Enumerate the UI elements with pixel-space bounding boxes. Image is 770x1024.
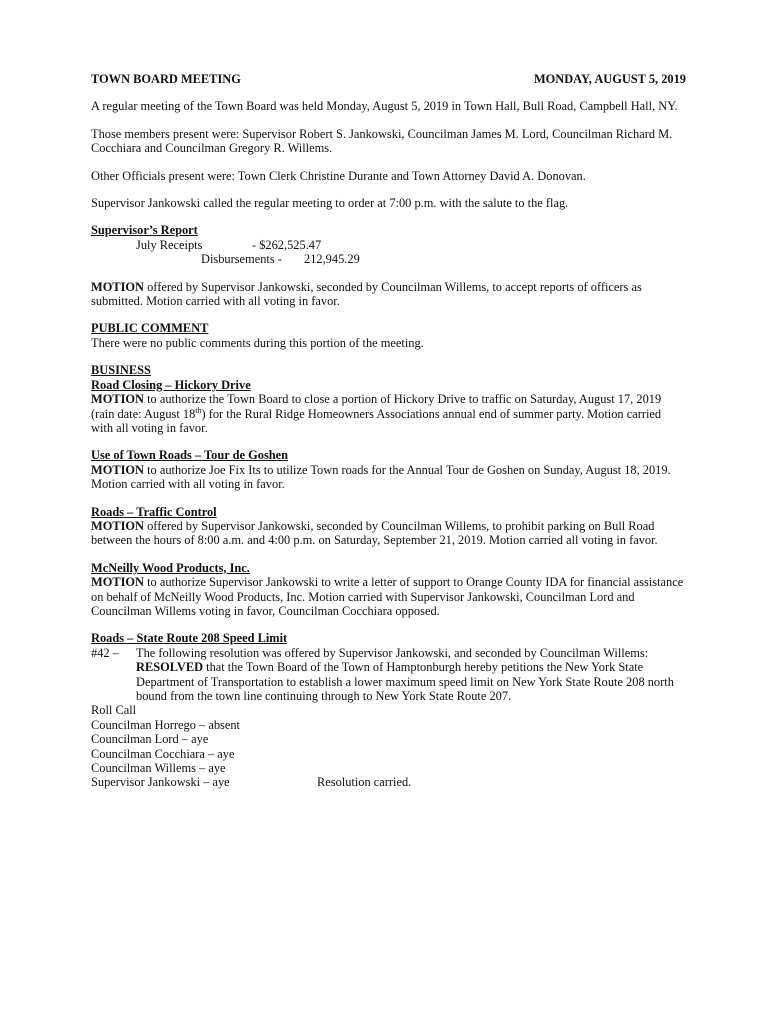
roll-call-line: Councilman Lord – aye [91,732,209,747]
motion-label: MOTION [91,575,145,590]
receipts-value: - $262,525.47 [252,237,322,252]
motion-label: MOTION [91,462,145,477]
resolution-result: Resolution carried. [317,775,412,790]
resolution-42 [91,646,686,704]
hickory-text-a: to authorize the Town Board to close a portion of Hickory Drive to traffic on Saturday, August 17, 2019 (rain date: August 18 [91,392,662,421]
public-comment-text: There were no public comments during this portion of the meeting. [91,335,424,350]
meeting-title: TOWN BOARD MEETING [91,72,241,86]
business-heading: BUSINESS [91,363,151,378]
resolution-number: #42 – [91,645,119,660]
public-comment-heading: PUBLIC COMMENT [91,321,209,336]
speed-limit-heading: Roads – State Route 208 Speed Limit [91,631,288,646]
roll-call-line: Councilman Cocchiara – aye [91,746,235,761]
roll-call-heading: Roll Call [91,703,137,718]
disbursements-label: Disbursements - [201,252,282,267]
call-to-order-paragraph: Supervisor Jankowski called the regular meeting to order at 7:00 p.m. with the salute to the flag. [91,196,569,211]
traffic-item [91,505,686,548]
business-section [91,363,686,703]
mcneilly-item [91,561,686,619]
minutes-body [91,72,686,790]
traffic-text [91,519,686,548]
resolution-resolved [136,660,686,703]
goshen-text-body: to authorize Joe Fix Its to utilize Town roads for the Annual Tour de Goshen on Sunday, August 18, 2019. Motion carried with all voting in favor. [91,462,671,492]
supervisor-report-heading: Supervisor’s Report [91,223,198,238]
hickory-item [91,378,686,436]
disbursements-row [91,252,686,266]
traffic-heading: Roads – Traffic Control [91,504,217,519]
mcneilly-text-body: to authorize Supervisor Jankowski to write a letter of support to Orange County IDA for financial assistance on behalf of McNeilly Wood Products, Inc. Motion carried with Supervisor Jankowski, Councilman Lord and Councilman Willems voting in favor, Councilman Cocchiara opposed. [91,575,684,618]
roll-call-line: Supervisor Jankowski – aye [91,775,230,790]
officials-paragraph: Other Officials present were: Town Clerk Christine Durante and Town Attorney David A. Donovan. [91,168,586,183]
speed-limit-item [91,631,686,703]
mcneilly-text [91,575,686,618]
supervisor-report-section [91,223,686,266]
resolved-label: RESOLVED [136,660,204,675]
resolution-body [136,646,686,704]
traffic-text-body: offered by Supervisor Jankowski, seconded by Councilman Willems, to prohibit parking on Bull Road between the hours of 8:00 a.m. and 4:00 p.m. on Saturday, September 21, 2019. Motion carried all voting in favor. [91,518,658,548]
roll-call-final-row [91,775,686,789]
resolved-text: that the Town Board of the Town of Hamptonburgh hereby petitions the New York State Department of Transportation to establish a lower maximum speed limit on New York State Route 208 north bound from the town line continuing through to New York State Route 207. [136,660,674,703]
roll-call-section [91,703,686,789]
hickory-text-b: ) for the Rural Ridge Homeowners Associations annual end of summer party. Motion carried with all voting in favor. [91,406,662,435]
members-paragraph: Those members present were: Supervisor Robert S. Jankowski, Councilman James M. Lord, Councilman Richard M. Cocchiara and Councilman Gregory R. Willems. [91,126,673,156]
motion-label: MOTION [91,518,145,533]
roll-call-line: Councilman Horrego – absent [91,717,240,732]
goshen-item [91,448,686,491]
motion-reports-paragraph [91,280,686,309]
document-header [91,72,686,86]
motion-label: MOTION [91,279,145,294]
receipts-label: July Receipts [136,237,203,252]
goshen-text [91,463,686,492]
intro-paragraph: A regular meeting of the Town Board was held Monday, August 5, 2019 in Town Hall, Bull Road, Campbell Hall, NY. [91,99,678,114]
hickory-text [91,392,686,435]
roll-call-line: Councilman Willems – aye [91,761,226,776]
receipts-row [91,238,686,252]
hickory-heading: Road Closing – Hickory Drive [91,377,251,392]
mcneilly-heading: McNeilly Wood Products, Inc. [91,560,250,575]
motion-label: MOTION [91,392,145,407]
public-comment-section [91,321,686,350]
goshen-heading: Use of Town Roads – Tour de Goshen [91,448,289,463]
ordinal-suffix: th [195,405,202,415]
disbursements-value: 212,945.29 [304,252,360,267]
resolution-offer: The following resolution was offered by Supervisor Jankowski, and seconded by Councilman Willems: [136,645,649,660]
meeting-date: MONDAY, AUGUST 5, 2019 [533,72,686,86]
motion-text: offered by Supervisor Jankowski, seconded by Councilman Willems, to accept reports of officers as submitted. Motion carried with all voting in favor. [91,279,642,309]
